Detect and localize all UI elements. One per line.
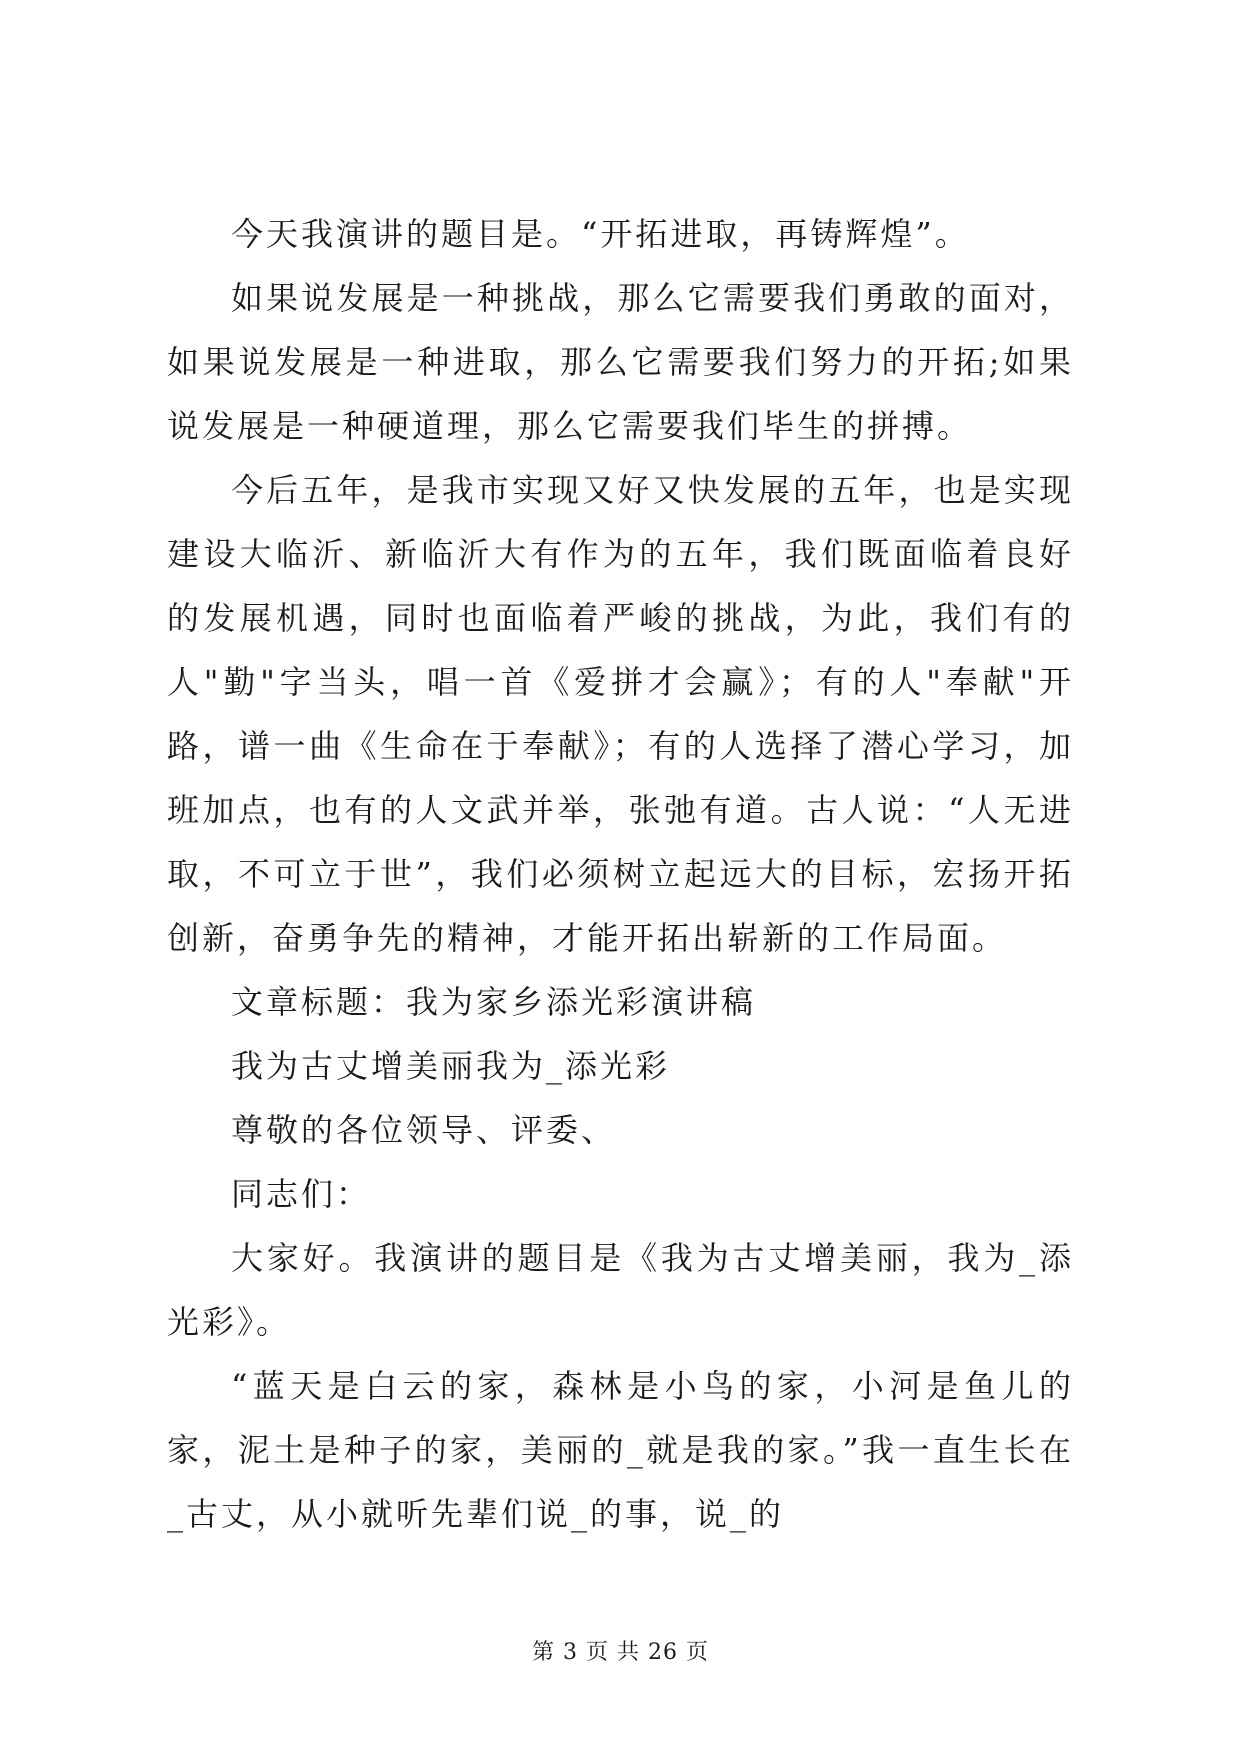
paragraph-salutation: 尊敬的各位领导、评委、 — [231, 1111, 617, 1149]
page-number-footer: 第 3 页 共 26 页 — [532, 1640, 709, 1665]
paragraph-comrades: 同志们： — [231, 1175, 372, 1213]
paragraph-next-five-years: 今后五年，是我市实现又好又快发展的五年，也是实现建设大临沂、新临沂大有作为的五年，我们既面临着良好的发展机遇，同时也面临着严峻的挑战，为此，我们有的人"勤"字当头，唱一首《爱拼才会赢》；有的人"奉献"开路，谱一曲《生命在于奉献》；有的人选择了潜心学习，加班加点，也有的人文武并举，张弛有道。古人说：“人无进取，不可立于世”，我们必须树立起远大的目标，宏扬开拓创新，奋勇争先的精神，才能开拓出崭新的工作局面。 — [167, 471, 1074, 957]
document-body — [167, 202, 1074, 1546]
paragraph-speech-topic: 今天我演讲的题目是。“开拓进取，再铸辉煌”。 — [231, 215, 970, 253]
paragraph-home-poem: “蓝天是白云的家，森林是小鸟的家，小河是鱼儿的家，泥土是种子的家，美丽的_就是我的家。”我一直生长在_古丈，从小就听先辈们说_的事，说_的 — [167, 1367, 1074, 1533]
paragraph-greeting: 大家好。我演讲的题目是《我为古丈增美丽，我为_添光彩》。 — [167, 1239, 1074, 1341]
paragraph-article-title: 文章标题：我为家乡添光彩演讲稿 — [231, 983, 757, 1021]
paragraph-speech-title: 我为古丈增美丽我为_添光彩 — [231, 1047, 671, 1085]
paragraph-development-challenge: 如果说发展是一种挑战，那么它需要我们勇敢的面对，如果说发展是一种进取，那么它需要我们努力的开拓;如果说发展是一种硬道理，那么它需要我们毕生的拼搏。 — [167, 279, 1074, 445]
